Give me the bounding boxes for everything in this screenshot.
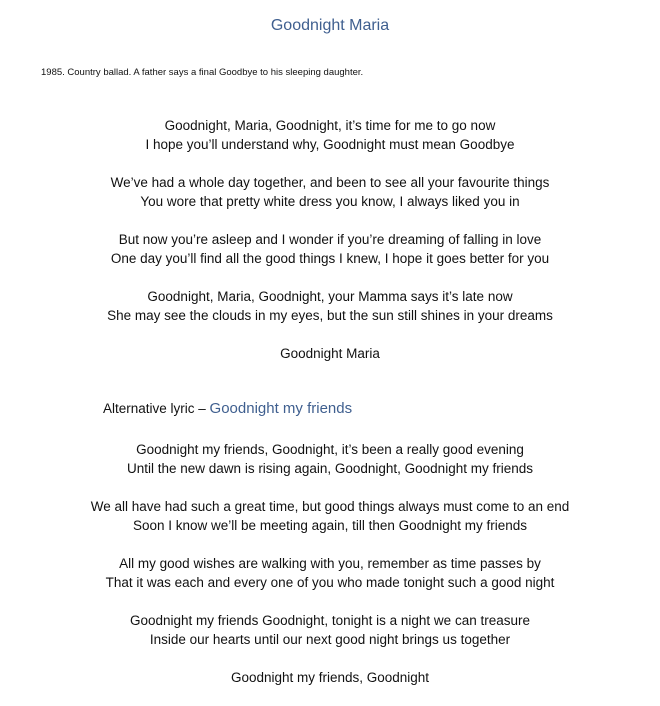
lyric-line: Goodnight my friends, Goodnight [230, 670, 430, 685]
lyric-line: Goodnight my friends Goodnight, tonight is a night we can treasure [130, 613, 530, 628]
stanza [0, 116, 660, 154]
stanza [0, 230, 660, 268]
stanza [0, 440, 660, 478]
lyric-line: We’ve had a whole day together, and been to see all your favourite things [110, 175, 550, 190]
lyric-line: Goodnight, Maria, Goodnight, it’s time for me to go now [164, 118, 496, 133]
lyric-line: Soon I know we’ll be meeting again, till then Goodnight my friends [133, 518, 527, 533]
lyric-line: Until the new dawn is rising again, Goodnight, Goodnight my friends [127, 461, 533, 476]
song-lyrics [0, 116, 660, 382]
stanza [0, 344, 660, 363]
lyric-line: One day you’ll find all the good things I knew, I hope it goes better for you [110, 251, 550, 266]
lyric-line: We all have had such a great time, but good things always must come to an end [90, 499, 570, 514]
lyric-line: Inside our hearts until our next good night brings us together [149, 632, 511, 647]
stanza [0, 668, 660, 687]
stanza [0, 173, 660, 211]
alternative-prefix: Alternative lyric – [103, 401, 210, 416]
lyric-line: She may see the clouds in my eyes, but the sun still shines in your dreams [107, 308, 553, 323]
alternative-heading [103, 400, 352, 417]
lyric-line: All my good wishes are walking with you, remember as time passes by [119, 556, 541, 571]
lyric-line: Goodnight Maria [280, 346, 380, 361]
lyric-line: You wore that pretty white dress you know, I always liked you in [140, 194, 520, 209]
intro-text: 1985. Country ballad. A father says a final Goodbye to his sleeping daughter. [41, 67, 364, 78]
stanza [0, 287, 660, 325]
page-title: Goodnight Maria [270, 17, 390, 34]
stanza [0, 497, 660, 535]
lyric-line: But now you’re asleep and I wonder if you’re dreaming of falling in love [118, 232, 542, 247]
lyric-line: That it was each and every one of you who made tonight such a good night [105, 575, 555, 590]
lyric-line: I hope you’ll understand why, Goodnight must mean Goodbye [145, 137, 515, 152]
alternative-title: Goodnight my friends [209, 400, 353, 417]
lyric-line: Goodnight, Maria, Goodnight, your Mamma says it’s late now [147, 289, 513, 304]
stanza [0, 554, 660, 592]
alternative-lyrics [0, 440, 660, 706]
stanza [0, 611, 660, 649]
lyric-line: Goodnight my friends, Goodnight, it’s been a really good evening [136, 442, 524, 457]
